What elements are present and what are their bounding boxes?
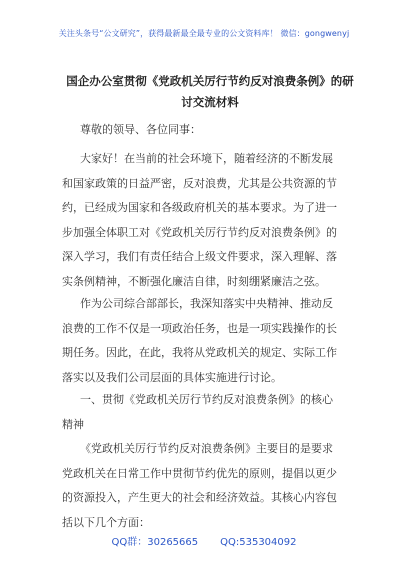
section-1-heading-line-1: 一、贯彻《党政机关厉行节约反对浪费条例》的核心 xyxy=(80,393,333,406)
greeting: 尊敬的领导、各位同事： xyxy=(80,123,201,136)
document-title-line-1: 国企办公室贯彻《党政机关厉行节约反对浪费条例》的研 xyxy=(66,74,354,88)
paragraph-3-line-3: 的资源投入，产生更大的社会和经济效益。其核心内容包 xyxy=(62,491,337,504)
footer-qq: QQ:535304092 xyxy=(220,537,297,548)
footer-qq-group: QQ群：30265665 xyxy=(111,537,199,548)
document-title-line-2: 讨交流材料 xyxy=(181,95,239,109)
paragraph-3-line-4: 括以下几个方面： xyxy=(62,515,150,529)
paragraph-1-line-2: 和国家政策的日益严密，反对浪费，尤其是公共资源的节 xyxy=(62,176,337,190)
paragraph-2-line-4: 落实以及我们公司层面的具体实施进行讨论。 xyxy=(62,370,282,384)
header-banner: 关注头条号“公文研究”，获得最新最全最专业的公文资料库！ 微信：gongwenyj xyxy=(58,29,350,38)
footer-contacts xyxy=(0,533,408,548)
paragraph-1-line-4: 步加强全体职工对《党政机关厉行节约反对浪费条例》的 xyxy=(62,225,337,239)
paragraph-1-line-5: 深入学习，我们有责任结合上级文件要求，深入理解、落 xyxy=(62,250,337,263)
paragraph-1-line-3: 约，已经成为国家和各级政府机关的基本要求。为了进一 xyxy=(62,201,337,214)
paragraph-1-line-1: 大家好！在当前的社会环境下，随着经济的不断发展 xyxy=(80,152,333,165)
section-1-heading-line-2: 精神 xyxy=(62,417,84,431)
paragraph-2-line-1: 作为公司综合部部长，我深知落实中央精神、推动反 xyxy=(80,297,333,310)
paragraph-3-line-1: 《党政机关厉行节约反对浪费条例》主要目的是要求 xyxy=(80,442,333,455)
paragraph-1-line-6: 实条例精神，不断强化廉洁自律，时刻绷紧廉洁之弦。 xyxy=(62,274,326,288)
paragraph-2-line-3: 期任务。因此，在此，我将从党政机关的规定、实际工作 xyxy=(62,346,337,359)
paragraph-3-line-2: 党政机关在日常工作中贯彻节约优先的原则，提倡以更少 xyxy=(62,466,337,480)
paragraph-2-line-2: 浪费的工作不仅是一项政治任务，也是一项实践操作的长 xyxy=(62,321,337,335)
